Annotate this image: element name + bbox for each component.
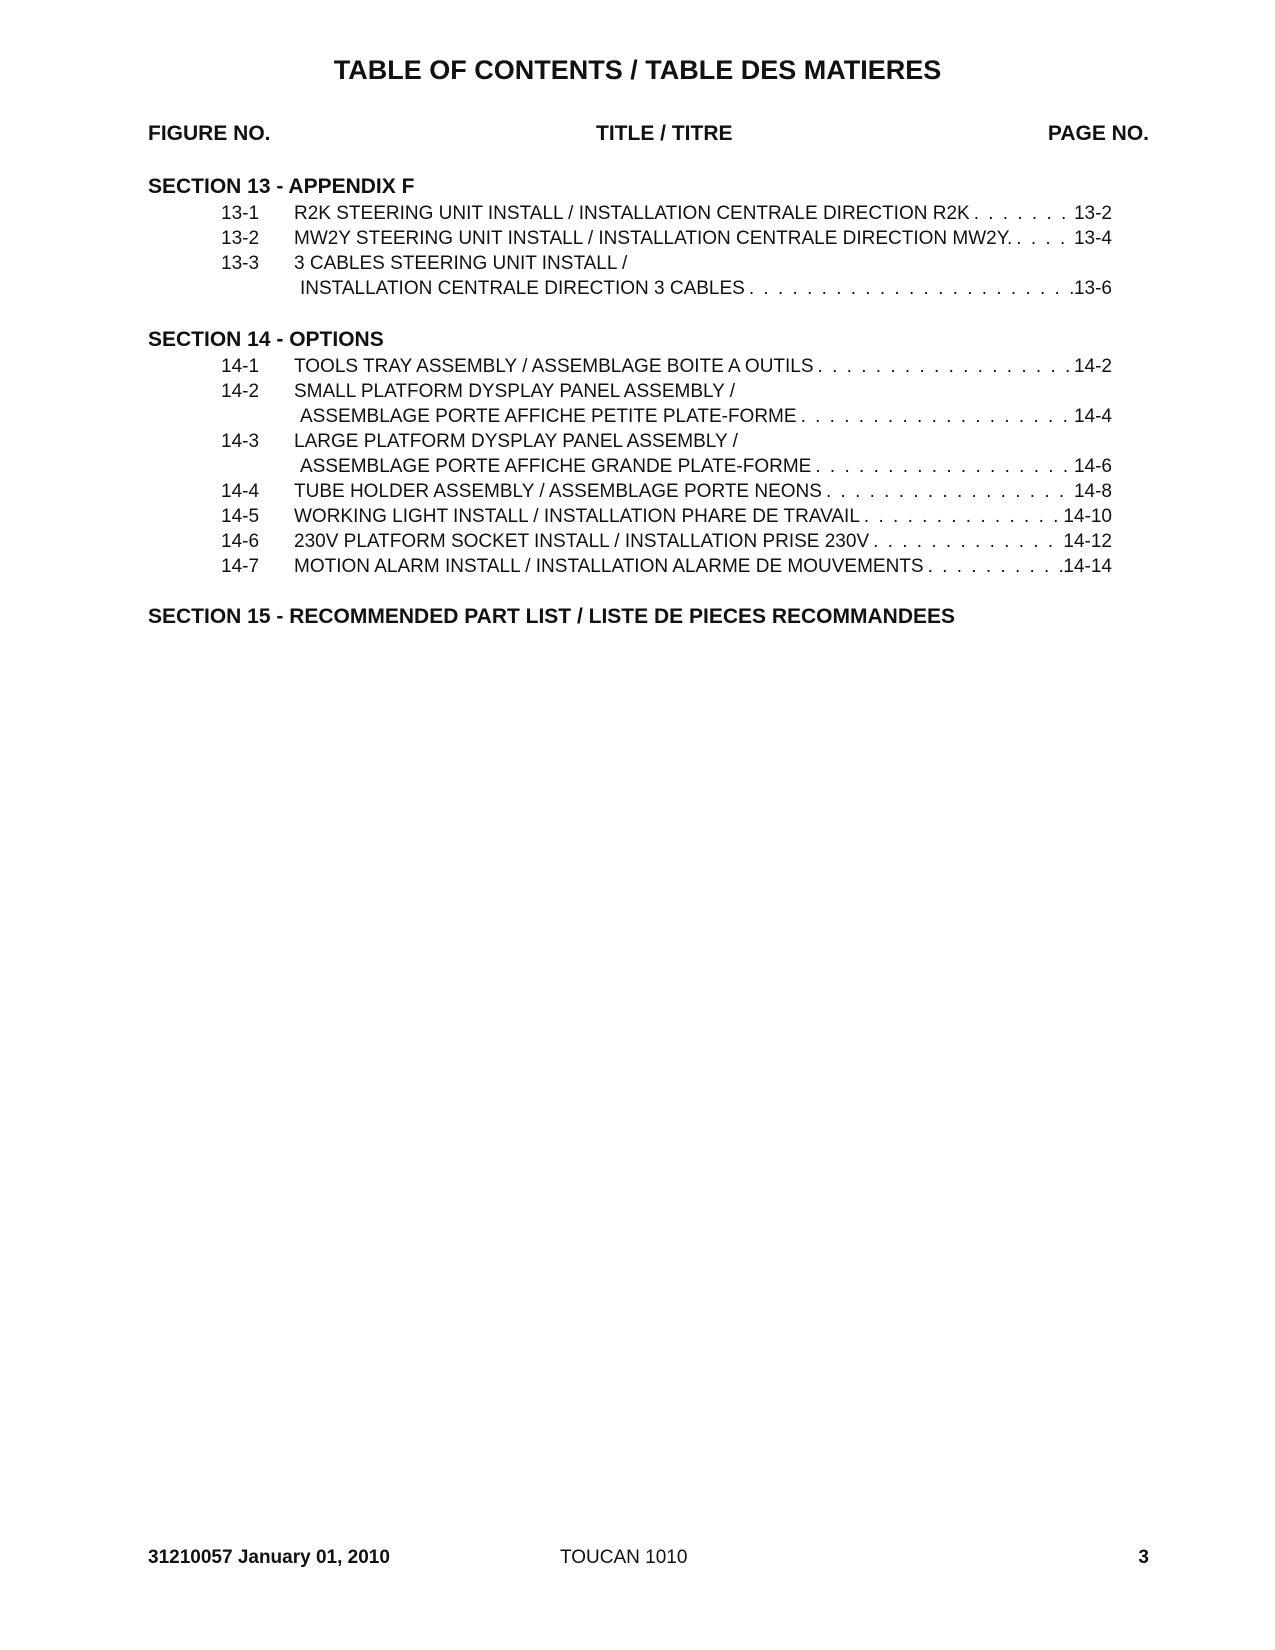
toc-entry-14-2-continued[interactable] [0,406,1275,430]
figure-number: 14-3 [221,431,260,452]
page-number: 13-6 [1073,278,1112,299]
page-number: 14-2 [1073,356,1112,377]
page-number: 14-8 [1073,481,1112,502]
entry-title-continued: ASSEMBLAGE PORTE AFFICHE PETITE PLATE-FORME [300,406,797,427]
entry-title: MOTION ALARM INSTALL / INSTALLATION ALARME DE MOUVEMENTS [294,556,924,577]
figure-number: 14-5 [221,506,260,527]
footer-page-number: 3 [1138,1547,1149,1568]
toc-entry-14-6[interactable] [0,531,1275,555]
dot-leader [797,406,1074,428]
footer-document-date: 31210057 January 01, 2010 [148,1547,390,1568]
page-number: 13-4 [1073,228,1112,249]
dot-leader [745,278,1074,300]
figure-number: 13-2 [221,228,260,249]
page-number: 14-14 [1063,556,1112,577]
toc-entry-14-3-continued[interactable] [0,456,1275,480]
entry-title: WORKING LIGHT INSTALL / INSTALLATION PHARE DE TRAVAIL [294,506,860,527]
section-15-heading: SECTION 15 - RECOMMENDED PART LIST / LISTE DE PIECES RECOMMANDEES [148,605,956,628]
toc-entry-14-5[interactable] [0,506,1275,530]
page-title: TABLE OF CONTENTS / TABLE DES MATIERES [333,55,942,85]
entry-title: SMALL PLATFORM DYSPLAY PANEL ASSEMBLY / [294,381,736,402]
page-number: 13-2 [1073,203,1112,224]
dot-leader [869,531,1063,553]
toc-entry-13-1[interactable] [0,203,1275,227]
toc-entry-14-7[interactable] [0,556,1275,580]
figure-number: 14-4 [221,481,260,502]
column-header-title: TITLE / TITRE [596,122,733,145]
toc-entry-14-4[interactable] [0,481,1275,505]
entry-title: 3 CABLES STEERING UNIT INSTALL / [294,253,628,274]
entry-title-continued: INSTALLATION CENTRALE DIRECTION 3 CABLES [300,278,745,299]
entry-title: TUBE HOLDER ASSEMBLY / ASSEMBLAGE PORTE NEONS [294,481,822,502]
entry-title: R2K STEERING UNIT INSTALL / INSTALLATION CENTRALE DIRECTION R2K [294,203,970,224]
page-number: 14-10 [1063,506,1112,527]
page-number: 14-6 [1073,456,1112,477]
column-header-figure: FIGURE NO. [148,122,271,145]
toc-entry-14-2[interactable] [0,381,1275,405]
column-header-page: PAGE NO. [1047,122,1149,145]
entry-title: TOOLS TRAY ASSEMBLY / ASSEMBLAGE BOITE A OUTILS [294,356,814,377]
figure-number: 13-1 [221,203,260,224]
entry-title-continued: ASSEMBLAGE PORTE AFFICHE GRANDE PLATE-FORME [300,456,812,477]
entry-title: 230V PLATFORM SOCKET INSTALL / INSTALLATION PRISE 230V [294,531,870,552]
page-number: 14-12 [1063,531,1112,552]
section-14-heading: SECTION 14 - OPTIONS [148,328,384,351]
figure-number: 14-6 [221,531,260,552]
dot-leader [1012,228,1074,250]
entry-title: MW2Y STEERING UNIT INSTALL / INSTALLATION CENTRALE DIRECTION MW2Y. [294,228,1013,249]
page-number: 14-4 [1073,406,1112,427]
toc-entry-13-3[interactable] [0,253,1275,277]
footer-model: TOUCAN 1010 [560,1547,688,1568]
figure-number: 14-1 [221,356,260,377]
dot-leader [814,356,1074,378]
dot-leader [822,481,1074,503]
figure-number: 14-2 [221,381,260,402]
dot-leader [811,456,1074,478]
dot-leader [970,203,1074,225]
dot-leader [924,556,1064,578]
toc-entry-14-1[interactable] [0,356,1275,380]
entry-title: LARGE PLATFORM DYSPLAY PANEL ASSEMBLY / [294,431,738,452]
dot-leader [860,506,1063,528]
toc-entry-14-3[interactable] [0,431,1275,455]
figure-number: 13-3 [221,253,260,274]
section-13-heading: SECTION 13 - APPENDIX F [148,175,415,198]
figure-number: 14-7 [221,556,260,577]
toc-entry-13-2[interactable] [0,228,1275,252]
toc-entry-13-3-continued[interactable] [0,278,1275,302]
